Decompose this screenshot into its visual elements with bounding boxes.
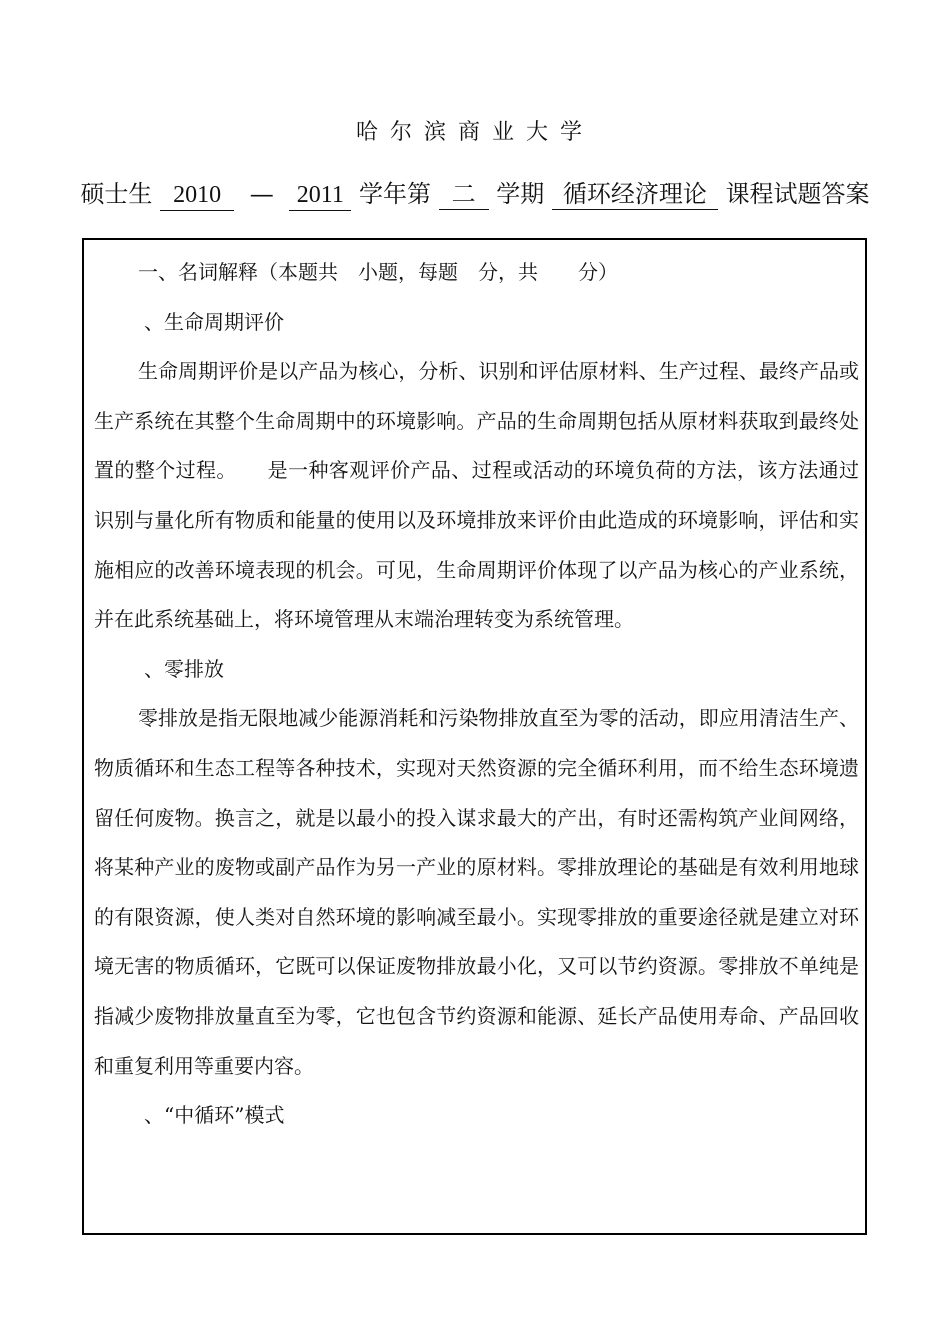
section-heading: 一、名词解释（本题共 小题，每题 分，共 分） bbox=[138, 260, 618, 284]
university-name: 哈尔滨商业大学 bbox=[355, 120, 594, 145]
term-heading-zero-emission: 、零排放 bbox=[144, 656, 224, 681]
semester-number: 二 bbox=[439, 179, 489, 210]
degree-label: 硕士生 bbox=[80, 180, 153, 208]
answer-box bbox=[82, 238, 867, 1235]
semester-label: 学期 bbox=[496, 180, 545, 208]
answer-content bbox=[94, 248, 859, 1141]
year-separator: — bbox=[249, 180, 274, 208]
term-definition-life-cycle-assessment: 生命周期评价是以产品为核心，分析、识别和评估原材料、生产过程、最终产品或生产系统在其整个生命周期中的环境影响。产品的生命周期包括从原材料获取到最终处置的整个过程。 是一种客观评价产品、过程或活动的环境负荷的方法，该方法通过识别与量化所有物质和能量的使用以及环境排放来评价由此造成的环境影响，评估和实施相应的改善环境表现的机会。可见，生命周期评价体现了以产品为核心的产业系统，并在此系统基础上，将环境管理从末端治理转变为系统管理。 bbox=[94, 359, 859, 632]
exam-title bbox=[0, 176, 950, 212]
year-start: 2010 bbox=[160, 180, 234, 211]
term-definition-zero-emission: 零排放是指无限地减少能源消耗和污染物排放直至为零的活动，即应用清洁生产、物质循环和生态工程等各种技术，实现对天然资源的完全循环利用，而不给生态环境遗留任何废物。换言之，就是以最小的投入谋求最大的产出，有时还需构筑产业间网络，将某种产业的废物或副产品作为另一产业的原材料。零排放理论的基础是有效利用地球的有限资源，使人类对自然环境的影响减至最小。实现零排放的重要途径就是建立对环境无害的物质循环，它既可以保证废物排放最小化，又可以节约资源。零排放不单纯是指减少废物排放量直至为零，它也包含节约资源和能源、延长产品使用寿命、产品回收和重复利用等重要内容。 bbox=[94, 706, 859, 1078]
term-heading-life-cycle-assessment: 、生命周期评价 bbox=[144, 309, 284, 334]
academic-year-label: 学年第 bbox=[359, 180, 431, 208]
term-heading-middle-cycle-mode: 、“中循环”模式 bbox=[144, 1103, 285, 1128]
course-name: 循环经济理论 bbox=[552, 179, 718, 210]
year-end: 2011 bbox=[289, 180, 351, 211]
title-suffix: 课程试题答案 bbox=[725, 180, 870, 208]
